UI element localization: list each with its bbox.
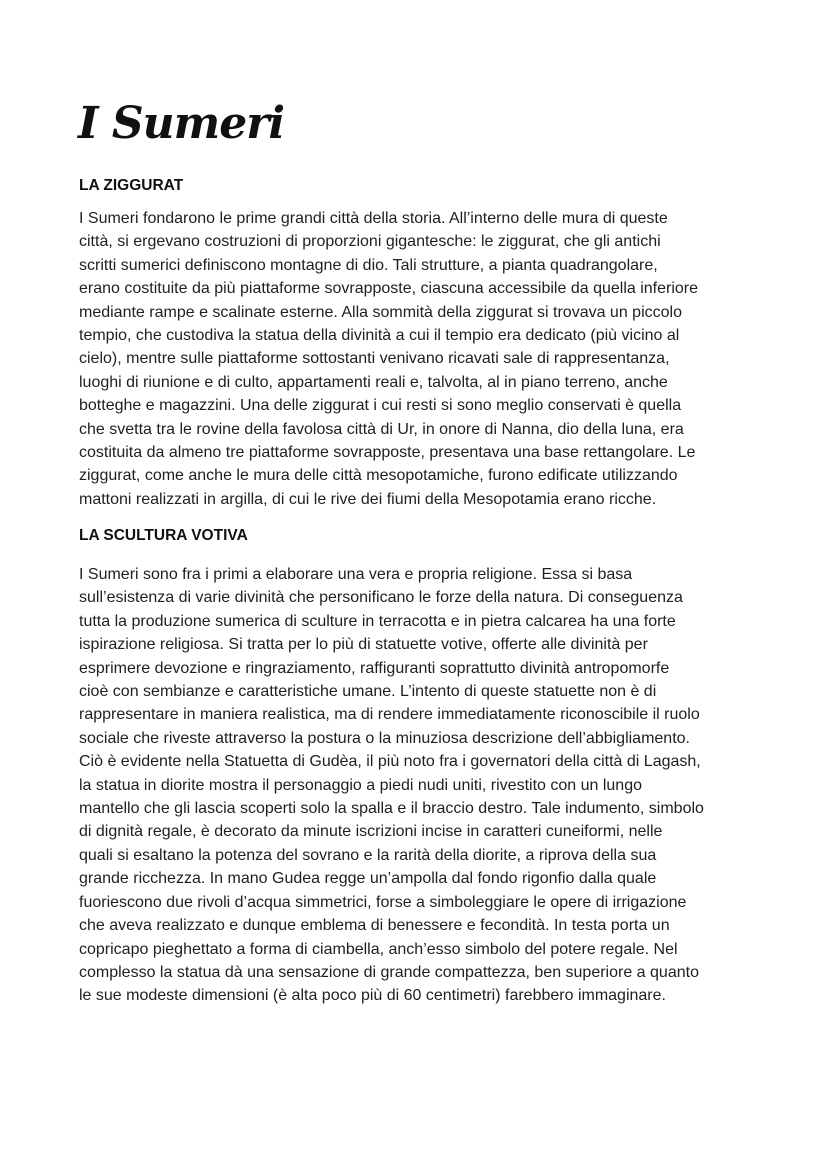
text-line: complesso la statua dà una sensazione di grande compattezza, ben superiore a quanto xyxy=(79,963,699,981)
text-line: che svetta tra le rovine della favolosa città di Ur, in onore di Nanna, dio della luna, era xyxy=(79,420,684,438)
section-heading-scultura-votiva: LA SCULTURA VOTIVA xyxy=(79,527,248,544)
text-line: costituita da almeno tre piattaforme sovrapposte, presentava una base rettangolare. Le xyxy=(79,444,696,462)
text-line: mantello che gli lascia scoperti solo la spalla e il braccio destro. Tale indumento, simbolo xyxy=(79,800,704,818)
text-line: Ciò è evidente nella Statuetta di Gudèa, il più noto fra i governatori della città di Lagash, xyxy=(79,753,701,771)
text-line: la statua in diorite mostra il personaggio a piedi nudi uniti, rivestito con un lungo xyxy=(79,776,642,794)
text-line: fuoriescono due rivoli d’acqua simmetrici, forse a simboleggiare le opere di irrigazione xyxy=(79,893,687,911)
text-line: rappresentare in maniera realistica, ma di rendere immediatamente riconoscibile il ruolo xyxy=(79,706,700,724)
text-line: tempio, che custodiva la statua della divinità a cui il tempio era dedicato (più vicino al xyxy=(79,327,680,345)
text-line: cielo), mentre sulle piattaforme sottostanti venivano ricavati sale di rappresentanza, xyxy=(79,350,670,368)
text-line: mediante rampe e scalinate esterne. Alla sommità della ziggurat si trovava un piccolo xyxy=(79,303,682,321)
text-line: I Sumeri fondarono le prime grandi città della storia. All’interno delle mura di queste xyxy=(79,210,668,227)
text-line: cioè con sembianze e caratteristiche umane. L’intento di queste statuette non è di xyxy=(79,683,657,701)
text-line: mattoni realizzati in argilla, di cui le rive dei fiumi della Mesopotamia erano ricche. xyxy=(79,490,657,508)
text-line: le sue modeste dimensioni (è alta poco più di 60 centimetri) farebbero immaginare. xyxy=(79,987,666,1005)
text-line: luoghi di riunione e di culto, appartamenti reali e, talvolta, al in piano terreno, anche xyxy=(79,373,668,391)
text-line: di dignità regale, è decorato da minute iscrizioni incise in caratteri cuneiformi, nelle xyxy=(79,823,663,841)
text-line: erano costituite da più piattaforme sovrapposte, ciascuna accessibile da quella inferiore xyxy=(79,280,699,298)
text-line: sociale che riveste attraverso la postura o la minuziosa descrizione dell’abbigliamento. xyxy=(79,729,690,747)
text-line: quali si esaltano la potenza del sovrano e la rarità della diorite, a riprova della sua xyxy=(79,846,657,864)
text-line: esprimere devozione e ringraziamento, raffiguranti soprattutto divinità antropomorfe xyxy=(79,659,670,677)
section-body-ziggurat xyxy=(79,207,698,511)
text-line: botteghe e magazzini. Una delle ziggurat i cui resti si sono meglio conservati è quella xyxy=(79,397,682,415)
text-line: che aveva realizzato e dunque emblema di benessere e fecondità. In testa porta un xyxy=(79,917,670,935)
text-line: grande ricchezza. In mano Gudea regge un’ampolla dal fondo rigonfio dalla quale xyxy=(79,870,657,888)
text-line: scritti sumerici definiscono montagne di dio. Tali strutture, a pianta quadrangolare, xyxy=(79,256,658,274)
section-heading-ziggurat: LA ZIGGURAT xyxy=(79,177,184,194)
section-body-scultura-votiva xyxy=(79,563,704,1008)
text-line: copricapo pieghettato a forma di ciambella, anch’esso simbolo del potere regale. Nel xyxy=(79,940,678,958)
text-line: tutta la produzione sumerica di sculture in terracotta e in pietra calcarea ha una forte xyxy=(79,612,676,630)
text-line: ispirazione religiosa. Si tratta per lo più di statuette votive, offerte alle divinità per xyxy=(79,636,648,654)
page-title: I Sumeri xyxy=(78,98,285,149)
text-line: città, si ergevano costruzioni di proporzioni gigantesche: le ziggurat, che gli antichi xyxy=(79,233,661,251)
text-line: ziggurat, come anche le mura delle città mesopotamiche, furono edificate utilizzando xyxy=(79,467,678,485)
text-line: I Sumeri sono fra i primi a elaborare una vera e propria religione. Essa si basa xyxy=(79,566,633,583)
text-line: sull’esistenza di varie divinità che personificano le forze della natura. Di conseguenza xyxy=(79,589,683,607)
